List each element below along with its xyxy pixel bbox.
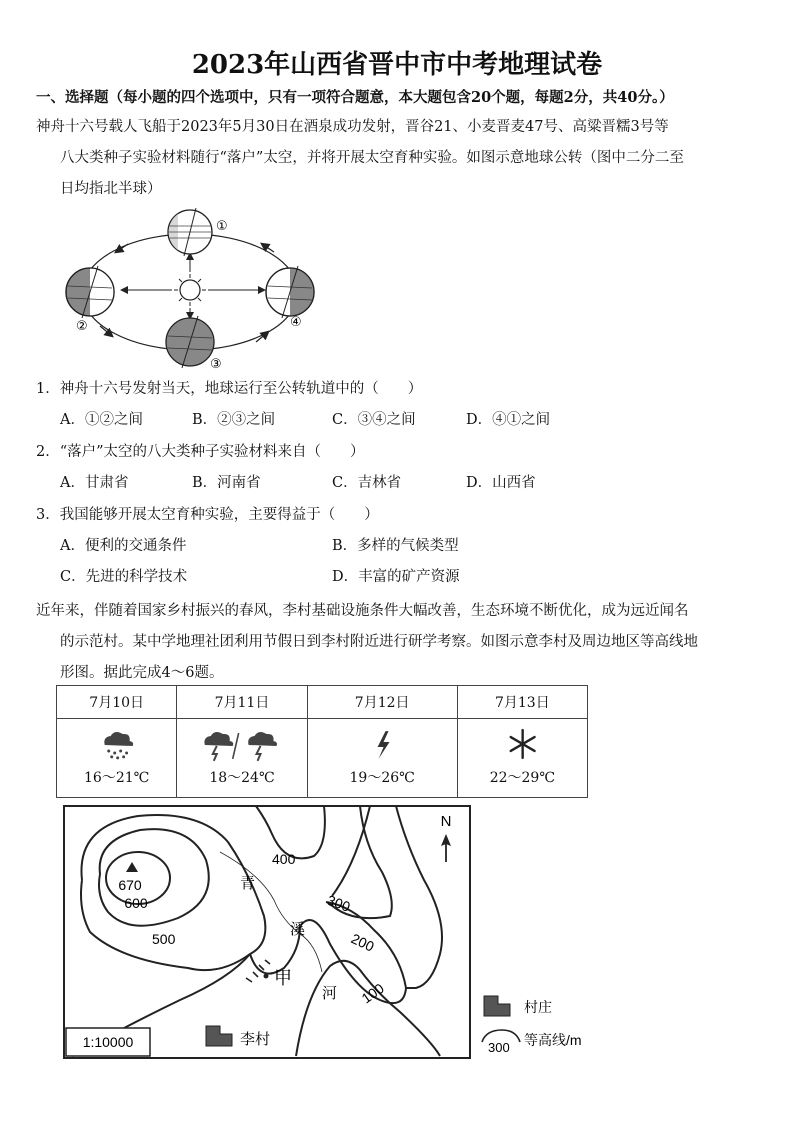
weather-date: 7月13日 xyxy=(457,686,587,719)
weather-temp: 22～29℃ xyxy=(489,770,555,786)
orbit-label-4: ④ xyxy=(290,314,302,329)
weather-cell xyxy=(177,719,307,798)
point-jia-marker xyxy=(264,974,269,979)
earth-position-1 xyxy=(168,208,212,256)
passage-2-line-1: 近年来，伴随着国家乡村振兴的春风，李村基础设施条件大幅改善，生态环境不断优化，成为远近闻名 xyxy=(36,603,689,619)
earth-position-2 xyxy=(66,266,114,318)
question-3-option-c[interactable]: C．先进的科学技术 xyxy=(60,569,188,585)
legend-village-icon xyxy=(484,996,510,1016)
passage-2-line-3: 形图。据此完成4～6题。 xyxy=(60,665,224,681)
passage-1 xyxy=(36,112,766,205)
contour-label-100: 100 xyxy=(358,979,387,1007)
sun-icon xyxy=(174,274,206,306)
river-char: 青 xyxy=(240,875,256,892)
contour-label-500: 500 xyxy=(152,931,176,947)
contour-map xyxy=(60,804,620,1064)
question-1-option-d[interactable]: D．④①之间 xyxy=(466,412,551,428)
passage-1-line-1: 神舟十六号载人飞船于2023年5月30日在酒泉成功发射，晋谷21、小麦晋麦47号、高粱晋糯3号等 xyxy=(36,119,669,135)
orbit-label-2: ② xyxy=(76,318,88,333)
passage-2-line-2: 的示范村。某中学地理社团利用节假日到李村附近进行研学考察。如图示意李村及周边地区等高线地 xyxy=(60,634,698,650)
question-1-stem: 1．神舟十六号发射当天，地球运行至公转轨道中的（ ） xyxy=(36,381,423,397)
weather-temp: 18～24℃ xyxy=(209,770,275,786)
village-label: 李村 xyxy=(240,1031,271,1048)
earth-position-4 xyxy=(266,266,314,318)
question-3-option-d[interactable]: D．丰富的矿产资源 xyxy=(332,569,460,585)
orbit-arrow xyxy=(116,244,128,252)
orbit-label-1: ① xyxy=(216,218,228,233)
contour-label-600: 600 xyxy=(124,895,148,911)
weather-table xyxy=(56,685,588,798)
question-2-option-a[interactable]: A．甘肃省 xyxy=(60,475,129,491)
river-char: 溪 xyxy=(290,921,306,938)
question-2-option-d[interactable]: D．山西省 xyxy=(466,475,536,491)
weather-date: 7月12日 xyxy=(307,686,457,719)
question-3-option-a[interactable]: A．便利的交通条件 xyxy=(60,538,187,554)
question-1-option-b[interactable]: B．②③之间 xyxy=(192,412,276,428)
section-heading: 一、选择题（每小题的四个选项中，只有一项符合题意，本大题包含20个题，每题2分，共40分。） xyxy=(36,89,674,106)
question-3-stem: 3．我国能够开展太空育种实验，主要得益于（ ） xyxy=(36,507,379,523)
contour-label-400: 400 xyxy=(272,851,296,867)
question-1-option-a[interactable]: A．①②之间 xyxy=(60,412,143,428)
north-label: N xyxy=(440,813,452,830)
passage-2 xyxy=(36,596,766,689)
orbit-arrow xyxy=(262,244,274,252)
legend-contour-label: 等高线/m xyxy=(524,1032,582,1048)
point-jia-label: 甲 xyxy=(274,968,292,988)
lightning-icon xyxy=(308,725,457,763)
earth-position-3 xyxy=(166,316,214,368)
question-2-stem: 2．“落户”太空的八大类种子实验材料来自（ ） xyxy=(36,444,365,460)
legend-village-label: 村庄 xyxy=(524,999,552,1015)
contour-label-200: 200 xyxy=(348,930,377,955)
contour-label-300: 300 xyxy=(324,891,353,915)
passage-1-line-2: 八大类种子实验材料随行“落户”太空，并将开展太空育种实验。如图示意地球公转（图中二分二至 xyxy=(60,150,684,166)
peak-elevation: 670 xyxy=(118,877,142,893)
weather-temp: 19～26℃ xyxy=(349,770,415,786)
thunderstorm-icon xyxy=(177,725,306,763)
snowflake-icon xyxy=(458,725,587,763)
weather-date: 7月11日 xyxy=(177,686,307,719)
orbit-diagram xyxy=(60,208,320,370)
weather-cell xyxy=(57,719,177,798)
orbit-label-3: ③ xyxy=(210,356,222,370)
weather-cell xyxy=(307,719,457,798)
passage-1-line-3: 日均指北半球） xyxy=(60,181,162,197)
river-char: 河 xyxy=(322,985,338,1002)
weather-date: 7月10日 xyxy=(57,686,177,719)
scale-label: 1:10000 xyxy=(82,1034,134,1050)
page-title: 2023年山西省晋中市中考地理试卷 xyxy=(191,50,603,80)
weather-temp: 16～21℃ xyxy=(84,770,150,786)
question-3-option-b[interactable]: B．多样的气候类型 xyxy=(332,538,459,554)
legend-contour-sample: 300 xyxy=(488,1040,510,1055)
question-2-option-c[interactable]: C．吉林省 xyxy=(332,475,402,491)
question-1-option-c[interactable]: C．③④之间 xyxy=(332,412,416,428)
question-2-option-b[interactable]: B．河南省 xyxy=(192,475,261,491)
weather-cell xyxy=(457,719,587,798)
rain-cloud-icon xyxy=(57,725,176,763)
